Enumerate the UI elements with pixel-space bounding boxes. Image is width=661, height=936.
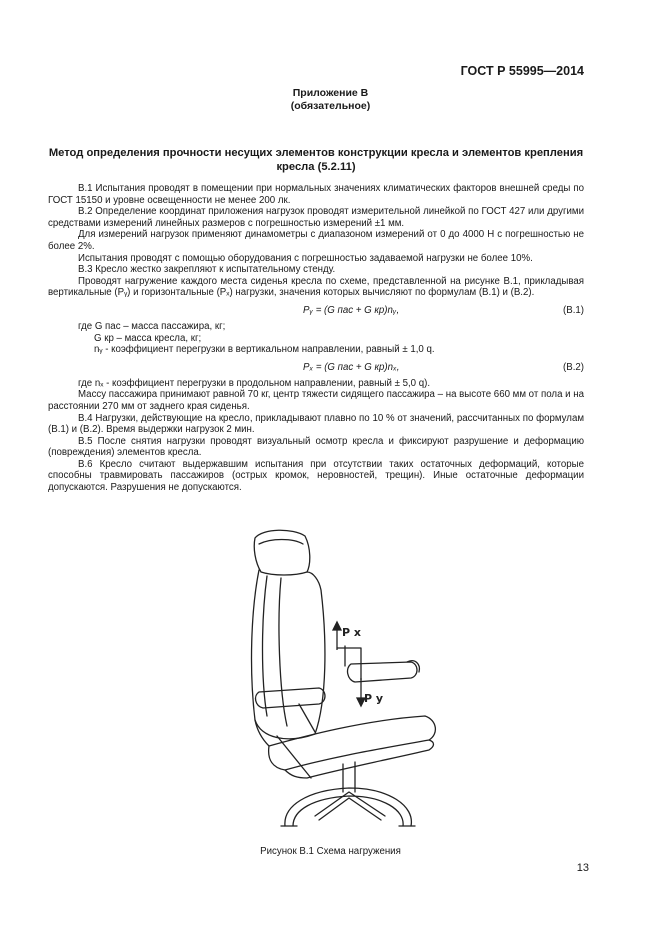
paragraph-b1: В.1 Испытания проводят в помещении при нормальных значениях климатических факторов внешней среды по ГОСТ 15150 и уровне освещенности не менее 200 лк. bbox=[48, 183, 584, 206]
paragraph-b3-loading: Проводят нагружение каждого места сиденья кресла по схеме, представленной на рисунке В.1, прикладывая вертикальные (Pᵧ) и горизонтальные (Pₓ) нагрузки, значения которых вычисляют по формулам (В.1) и (В.2). bbox=[48, 275, 584, 299]
formula-b1-number: (В.1) bbox=[563, 304, 584, 316]
appendix-title: Приложение В bbox=[292, 87, 369, 99]
chair-loading-figure bbox=[215, 520, 455, 836]
force-x-arrow bbox=[333, 622, 341, 630]
formula-b1-expression: Pᵧ = (G пас + G кр)nᵧ, bbox=[303, 304, 400, 316]
paragraph-b3: В.3 Кресло жестко закрепляют к испытательному стенду. bbox=[78, 264, 336, 276]
appendix-status: (обязательное) bbox=[290, 100, 371, 112]
page-number: 13 bbox=[576, 862, 589, 874]
appendix-heading bbox=[0, 87, 661, 113]
paragraph-b4: В.4 Нагрузки, действующие на кресло, прикладывают плавно по 10 % от значений, рассчитанных по формулам (В.1) и (В.2). Время выдержки нагрузок 2 мин. bbox=[48, 412, 584, 436]
paragraph-b5: В.5 После снятия нагрузки проводят визуальный осмотр кресла и фиксируют разрушение и деформацию (повреждения) элементов кресла. bbox=[48, 435, 584, 459]
load-arm bbox=[337, 646, 361, 680]
paragraph-b2-dynamometers: Для измерений нагрузок применяют динамометры с диапазоном измерений от 0 до 4000 Н с погрешностью не более 2%. bbox=[48, 229, 584, 252]
paragraph-b2: В.2 Определение координат приложения нагрузок проводят измерительной линейкой по ГОСТ 427 или другими средствами измерений линейных размеров с погрешностью измерений ±1 мм. bbox=[48, 206, 584, 229]
force-y-label: P y bbox=[364, 692, 384, 705]
chair-armrest-right bbox=[348, 662, 417, 682]
where-gkr: G кр – масса кресла, кг; bbox=[94, 332, 202, 344]
section-title: Метод определения прочности несущих элементов конструкции кресла и элементов крепления кресла (5.2.11) bbox=[48, 147, 584, 173]
chair-headrest bbox=[254, 530, 310, 575]
paragraph-b2-equipment: Испытания проводят с помощью оборудования с погрешностью задаваемой нагрузки не более 10%. bbox=[78, 252, 533, 264]
figure-caption: Рисунок В.1 Схема нагружения bbox=[260, 846, 401, 857]
document-body bbox=[48, 183, 584, 494]
formula-b2-number: (В.2) bbox=[563, 361, 584, 373]
standard-header: ГОСТ Р 55995—2014 bbox=[460, 64, 584, 78]
where-gpas: где G пас – масса пассажира, кг; bbox=[78, 320, 226, 332]
formula-b1 bbox=[48, 301, 584, 321]
where-ny: nᵧ - коэффициент перегрузки в вертикальном направлении, равный ± 1,0 q. bbox=[94, 344, 435, 356]
force-x-label: P x bbox=[342, 626, 361, 639]
chair-seat bbox=[269, 716, 436, 770]
paragraph-passenger-mass: Массу пассажира принимают равной 70 кг, центр тяжести сидящего пассажира – на высоте 660 мм от пола и на расстоянии 270 мм от заднего края сиденья. bbox=[48, 389, 584, 412]
paragraph-b6: В.6 Кресло считают выдержавшим испытания при отсутствии таких остаточных деформаций, которые способны травмировать пассажиров (острых кромок, неровностей, трещин). Иные остаточные деформации допускаются. Разрушения не допускаются. bbox=[48, 458, 584, 494]
formula-b2 bbox=[48, 358, 584, 378]
where-nx: где nₓ - коэффициент перегрузки в продольном направлении, равный ± 5,0 q). bbox=[78, 377, 431, 389]
formula-b2-expression: Pₓ = (G пас + G кр)nₓ, bbox=[303, 361, 400, 373]
